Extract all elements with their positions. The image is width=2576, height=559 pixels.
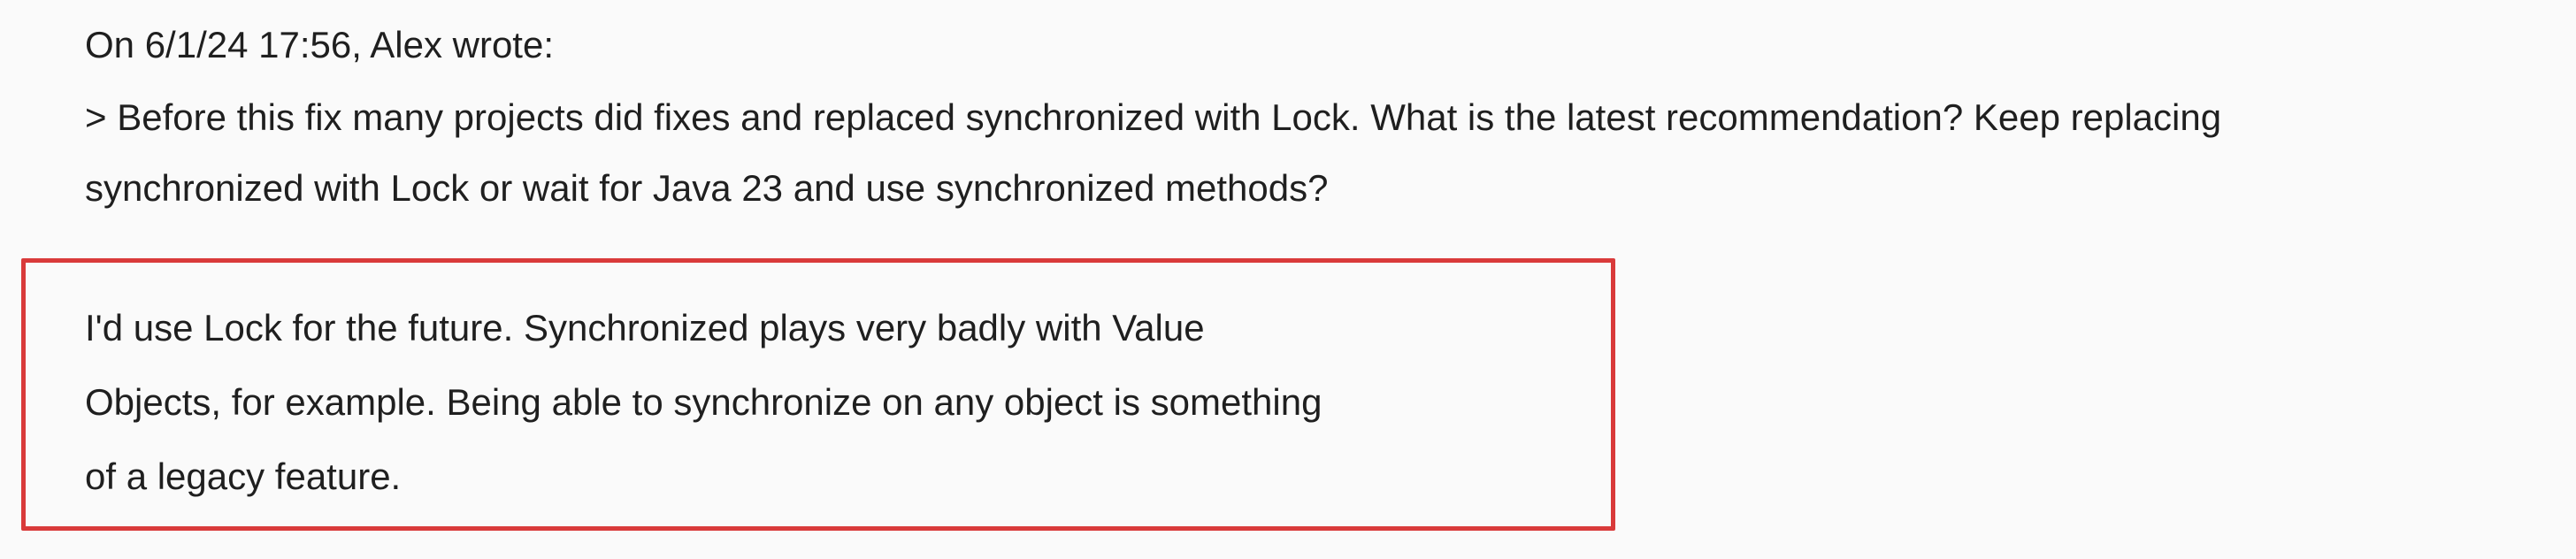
reply-text-line: Objects, for example. Being able to synchronize on any object is something xyxy=(85,381,1322,423)
quoted-text-line: > Before this fix many projects did fixes and replaced synchronized with Lock. What is the latest recommendation? Keep replacing xyxy=(85,96,2222,138)
reply-text-line: I'd use Lock for the future. Synchronized plays very badly with Value xyxy=(85,307,1205,348)
quoted-text-line: synchronized with Lock or wait for Java 23 and use synchronized methods? xyxy=(85,167,1329,209)
reply-attribution: On 6/1/24 17:56, Alex wrote: xyxy=(85,24,555,65)
reply-text-line: of a legacy feature. xyxy=(85,456,402,497)
